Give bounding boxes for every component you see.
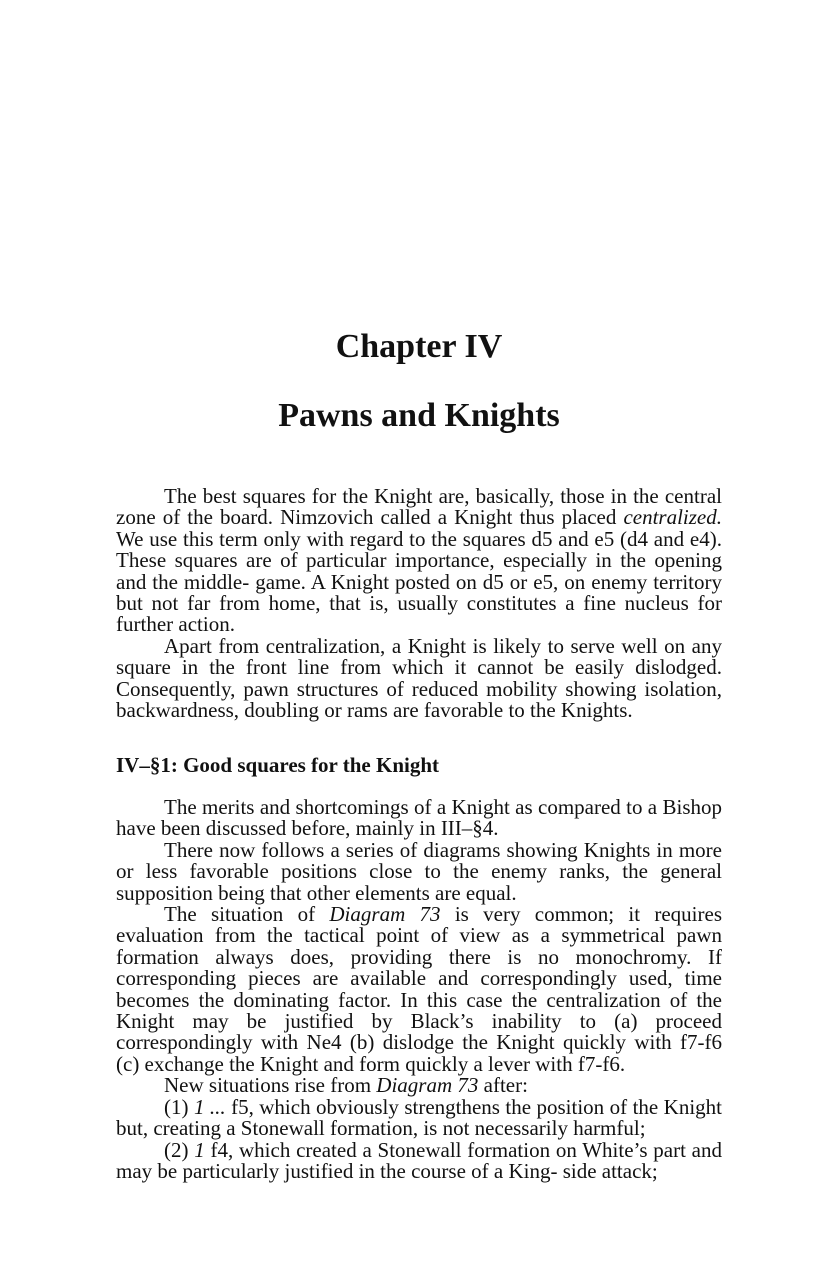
section-heading: IV–§1: Good squares for the Knight [116,753,440,777]
chapter-title: Pawns and Knights [278,397,560,434]
intro-paragraph-1: The best squares for the Knight are, basically, those in the central zone of the board. Nimzovich called a Knight thus placed centralized. We use this term only with regard to the squares d5 and e5 (d4 and e4). These squares are of particular importance, especially in the opening and the middle- game. A Knight posted on d5 or e5, on enemy territory but not far from home, that is, usually constitutes a fine nucleus for further action. [116,484,722,637]
intro-text [116,486,722,721]
section-paragraph-1: The merits and shortcomings of a Knight as compared to a Bishop have been discussed before, mainly in III–§4. [116,795,722,841]
chapter-label: Chapter IV [335,328,503,365]
section-paragraph-4: New situations rise from Diagram 73 after: [164,1073,528,1098]
section-text [116,797,722,1182]
section-paragraph-6: (2) 1 f4, which created a Stonewall formation on White’s part and may be particularly justified in the course of a King- side attack; [116,1137,722,1183]
section-paragraph-2: There now follows a series of diagrams showing Knights in more or less favorable positions close to the enemy ranks, the general supposition being that other elements are equal. [116,837,722,905]
intro-paragraph-2: Apart from centralization, a Knight is likely to serve well on any square in the front line from which it cannot be easily dislodged. Consequently, pawn structures of reduced mobility showing isolation, backwardness, doubling or rams are favorable to the Knights. [116,633,722,723]
section-paragraph-5: (1) 1 ... f5, which obviously strengthens the position of the Knight but, creating a Stonewall formation, is not necessarily harmful; [116,1094,722,1141]
section-paragraph-3: The situation of Diagram 73 is very common; it requires evaluation from the tactical point of view as a symmetrical pawn formation always does, providing there is no monochromy. If corresponding pieces are available and correspondingly used, time becomes the dominating factor. In this case the centralization of the Knight may be justified by Black’s inability to (a) proceed correspondingly with Ne4 (b) dislodge the Knight quickly with f7-f6 (c) exchange the Knight and form quickly a lever with f7-f6. [116,902,722,1076]
